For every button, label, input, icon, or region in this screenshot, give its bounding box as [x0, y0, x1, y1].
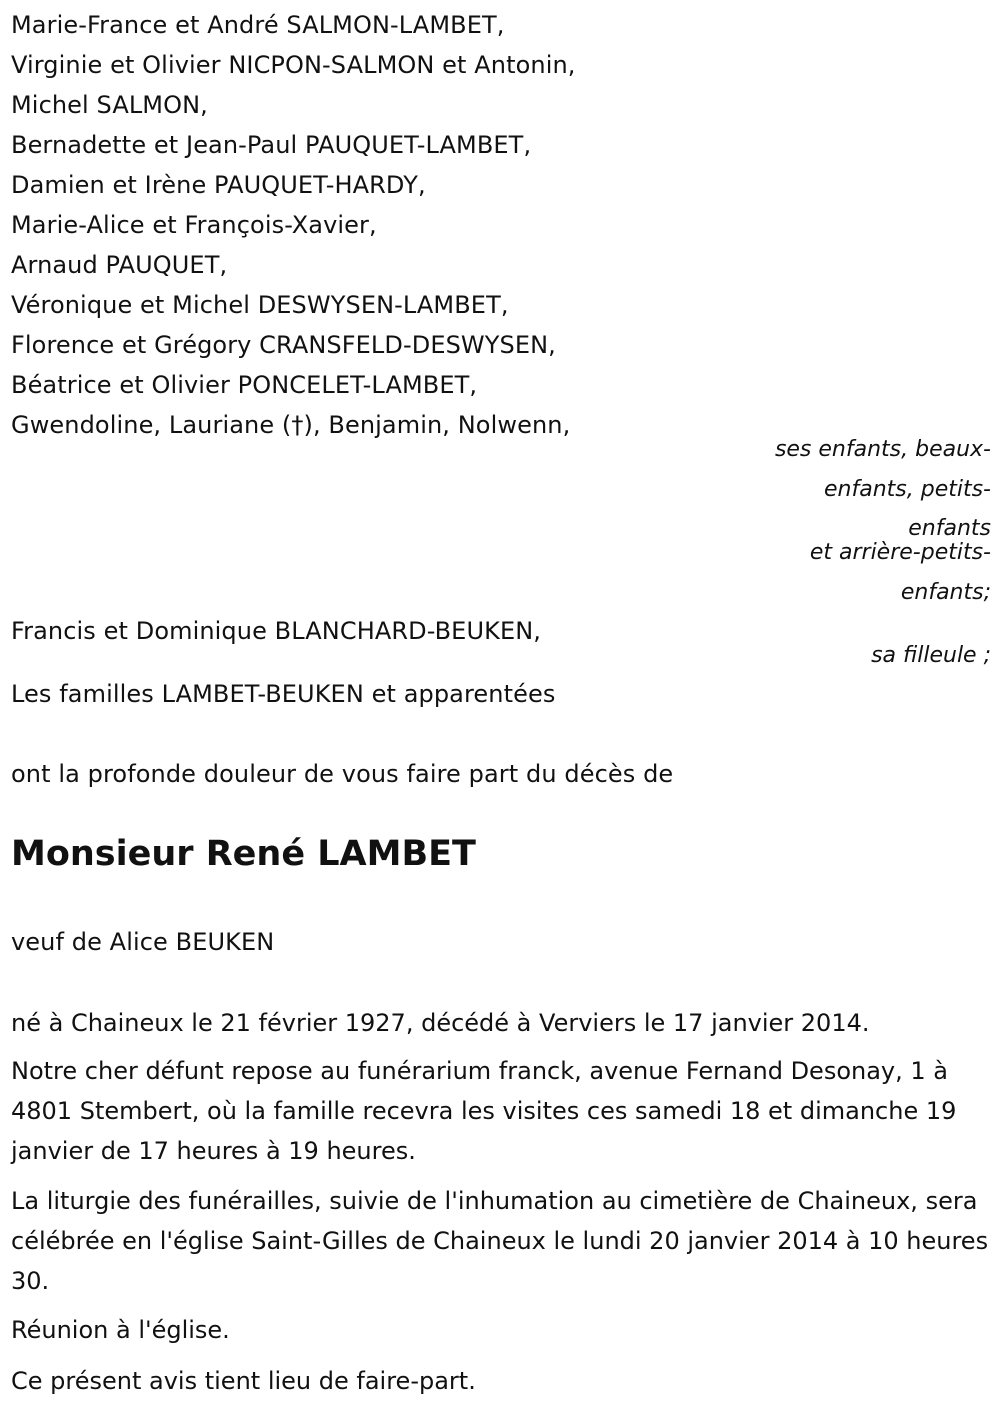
family-line-1: Marie-France et André SALMON-LAMBET,: [11, 11, 505, 39]
role-children-line-2: enfants, petits-: [824, 477, 991, 502]
family-line-2: Virginie et Olivier NICPON-SALMON et Antonin,: [11, 51, 576, 79]
role-children-line-1: ses enfants, beaux-: [774, 437, 991, 462]
liturgy-paragraph: La liturgie des funérailles, suivie de l'inhumation au cimetière de Chaineux, sera célébrée en l'église Saint-Gilles de Chaineux le lundi 20 janvier 2014 à 10 heures 30.: [11, 1187, 989, 1295]
family-line-11: Gwendoline, Lauriane (†), Benjamin, Nolwenn,: [11, 411, 571, 439]
announcement-line: ont la profonde douleur de vous faire part du décès de: [11, 760, 674, 788]
role-children-line-4: et arrière-petits-: [809, 540, 991, 565]
goddaughter-line: Francis et Dominique BLANCHARD-BEUKEN,: [11, 617, 541, 645]
family-line-9: Florence et Grégory CRANSFELD-DESWYSEN,: [11, 331, 556, 359]
birth-death-paragraph: né à Chaineux le 21 février 1927, décédé à Verviers le 17 janvier 2014.: [11, 1009, 870, 1037]
widow-line: veuf de Alice BEUKEN: [11, 928, 275, 956]
family-line-7: Arnaud PAUQUET,: [11, 251, 228, 279]
family-line-5: Damien et Irène PAUQUET-HARDY,: [11, 171, 426, 199]
role-goddaughter: sa filleule ;: [871, 643, 991, 668]
family-line-6: Marie-Alice et François-Xavier,: [11, 211, 377, 239]
funerarium-paragraph: Notre cher défunt repose au funérarium franck, avenue Fernand Desonay, 1 à 4801 Stembert, où la famille recevra les visites ces samedi 18 et dimanche 19 janvier de 17 heures à 19 heures.: [11, 1057, 957, 1165]
family-line-10: Béatrice et Olivier PONCELET-LAMBET,: [11, 371, 478, 399]
family-line-3: Michel SALMON,: [11, 91, 208, 119]
family-line-8: Véronique et Michel DESWYSEN-LAMBET,: [11, 291, 509, 319]
role-children-line-3: enfants: [908, 516, 991, 541]
families-line: Les familles LAMBET-BEUKEN et apparentées: [11, 680, 556, 708]
deceased-name: Monsieur René LAMBET: [11, 834, 476, 874]
notice-paragraph: Ce présent avis tient lieu de faire-part.: [11, 1367, 476, 1395]
role-children-line-5: enfants;: [900, 580, 991, 605]
reunion-paragraph: Réunion à l'église.: [11, 1316, 230, 1344]
family-line-4: Bernadette et Jean-Paul PAUQUET-LAMBET,: [11, 131, 532, 159]
